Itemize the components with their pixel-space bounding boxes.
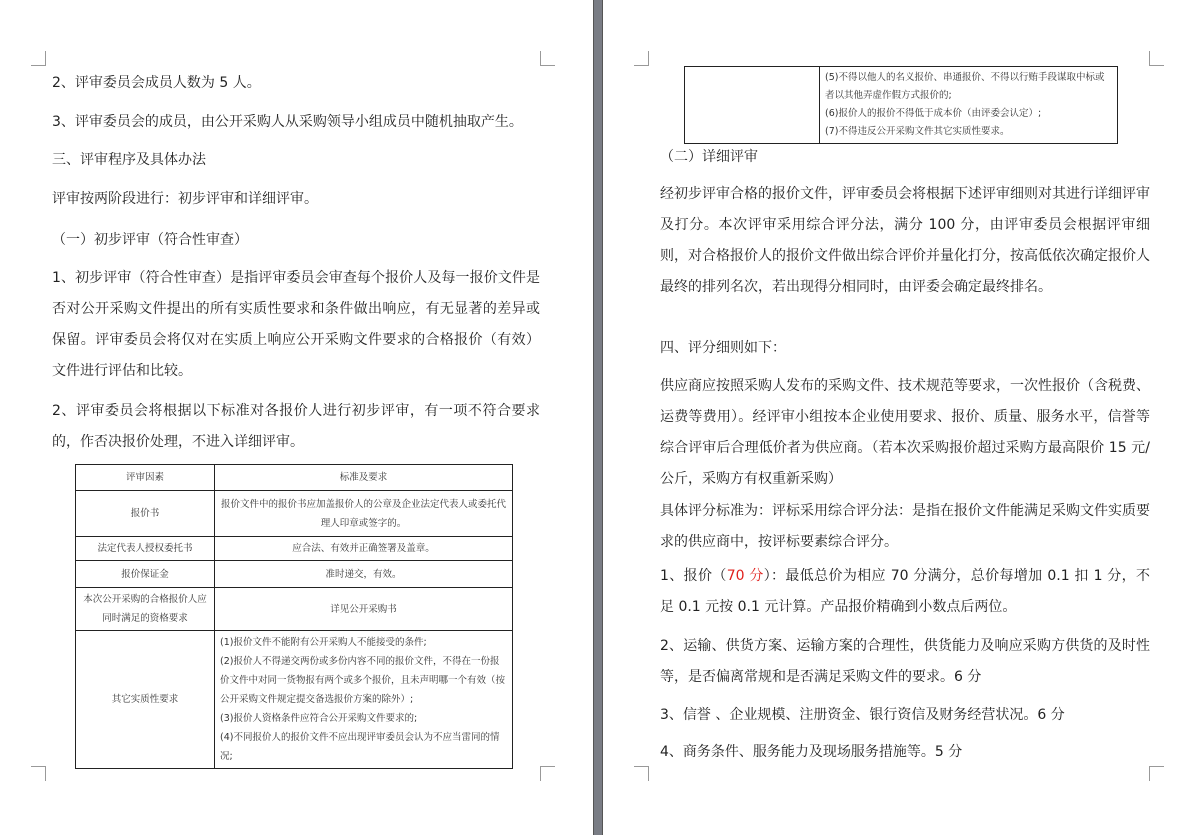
table-cell: 准时递交，有效。 <box>215 561 513 588</box>
table-header: 标准及要求 <box>215 465 513 491</box>
left-page <box>0 0 593 835</box>
preliminary-review-table-continued <box>684 66 1118 144</box>
subsection-heading: （一）初步评审（符合性审查） <box>52 232 248 248</box>
scoring-item-price <box>660 561 1150 623</box>
requirement-item: (1)报价文件不能附有公开采购人不能接受的条件; <box>220 637 427 648</box>
table-row <box>685 67 1118 144</box>
table-row <box>76 537 513 561</box>
page-gutter <box>593 0 603 835</box>
table-header: 评审因素 <box>76 465 215 491</box>
paragraph: 供应商应按照采购人发布的采购文件、技术规范等要求，一次性报价（含税费、运费等费用）。经评审小组按本企业使用要求、报价、质量、服务水平，信誉等综合评审后合理低价者为供应商。（若本次采购报价超过采购方最高限价 15 元/公斤，采购方有权重新采购） <box>660 378 1150 487</box>
paragraph: 3、评审委员会的成员，由公开采购人从采购领导小组成员中随机抽取产生。 <box>52 114 523 130</box>
table-cell: 报价书 <box>76 491 215 537</box>
paragraph: 评审按两阶段进行：初步评审和详细评审。 <box>52 191 318 207</box>
price-suffix: ）：最低总价为相应 70 分满分，总价每增加 0.1 扣 1 分，不足 0.1 元按 0.1 元计算。产品报价精确到小数点后两位。 <box>660 568 1151 615</box>
table-cell: 本次公开采购的合格报价人应同时满足的资格要求 <box>76 588 215 631</box>
scoring-item: 2、运输、供货方案、运输方案的合理性，供货能力及响应采购方供货的及时性等，是否偏离常规和是否满足采购文件的要求。6 分 <box>660 638 1150 685</box>
table-cell: 应合法、有效并正确签署及盖章。 <box>215 537 513 561</box>
corner-mark <box>1149 51 1164 66</box>
preliminary-review-table <box>75 464 513 769</box>
requirement-item: (7)不得违反公开采购文件其它实质性要求。 <box>825 126 1010 137</box>
table-cell: 报价保证金 <box>76 561 215 588</box>
table-row <box>76 491 513 537</box>
requirement-item: (6)报价人的报价不得低于成本价（由评委会认定）; <box>825 108 1042 119</box>
corner-mark <box>1149 766 1164 781</box>
paragraph: 具体评分标准为：评标采用综合评分法：是指在报价文件能满足采购文件实质要求的供应商中，按评标要素综合评分。 <box>660 503 1150 550</box>
paragraph: 2、评审委员会将根据以下标准对各报价人进行初步评审，有一项不符合要求的，作否决报价处理，不进入详细评审。 <box>52 403 540 450</box>
corner-mark <box>540 766 555 781</box>
table-cell: 报价文件中的报价书应加盖报价人的公章及企业法定代表人或委托代理人印章或签字的。 <box>215 491 513 537</box>
subsection-heading: （二）详细评审 <box>660 149 758 165</box>
corner-mark <box>31 766 46 781</box>
price-score-highlight: 70 分 <box>726 568 764 584</box>
corner-mark <box>540 51 555 66</box>
paragraph: 2、评审委员会成员人数为 5 人。 <box>52 75 261 91</box>
requirement-item: (4)不同报价人的报价文件不应出现评审委员会认为不应当雷同的情况; <box>220 732 500 762</box>
section-heading: 三、评审程序及具体办法 <box>52 152 206 168</box>
table-row <box>76 588 513 631</box>
requirement-item: (2)报价人不得递交两份或多份内容不同的报价文件，不得在一份报价文件中对同一货物报有两个或多个报价，且未声明哪一个有效（按公开采购文件规定提交备选报价方案的除外）; <box>220 656 506 705</box>
corner-mark <box>31 51 46 66</box>
paragraph: 1、初步评审（符合性审查）是指评审委员会审查每个报价人及每一报价文件是否对公开采购文件提出的所有实质性要求和条件做出响应，有无显著的差异或保留。评审委员会将仅对在实质上响应公开采购文件要求的合格报价（有效）文件进行评估和比较。 <box>52 270 540 379</box>
table-cell <box>215 631 513 769</box>
requirement-item: (5)不得以他人的名义报价、串通报价、不得以行贿手段谋取中标或者以其他弄虚作假方式报价的; <box>825 72 1105 101</box>
corner-mark <box>634 51 649 66</box>
table-cell <box>685 67 820 144</box>
table-cell: 法定代表人授权委托书 <box>76 537 215 561</box>
table-cell: 详见公开采购书 <box>215 588 513 631</box>
scoring-item: 3、信誉 、企业规模、注册资金、银行资信及财务经营状况。6 分 <box>660 707 1065 723</box>
table-row <box>76 631 513 769</box>
table-cell: 其它实质性要求 <box>76 631 215 769</box>
corner-mark <box>634 766 649 781</box>
table-row <box>76 561 513 588</box>
table-cell <box>820 67 1118 144</box>
paragraph: 经初步评审合格的报价文件，评审委员会将根据下述评审细则对其进行详细评审及打分。本次评审采用综合评分法，满分 100 分，由评审委员会根据评审细则，对合格报价人的报价文件做出综合评价并量化打分，按高低依次确定报价人最终的排列名次，若出现得分相同时，由评委会确定最终排名。 <box>660 186 1150 295</box>
right-page <box>603 0 1200 835</box>
section-heading: 四、评分细则如下： <box>660 340 786 356</box>
scoring-item: 4、商务条件、服务能力及现场服务措施等。5 分 <box>660 744 963 760</box>
requirement-item: (3)报价人资格条件应符合公开采购文件要求的; <box>220 713 418 724</box>
table-header-row <box>76 465 513 491</box>
price-prefix: 1、报价（ <box>660 568 727 584</box>
